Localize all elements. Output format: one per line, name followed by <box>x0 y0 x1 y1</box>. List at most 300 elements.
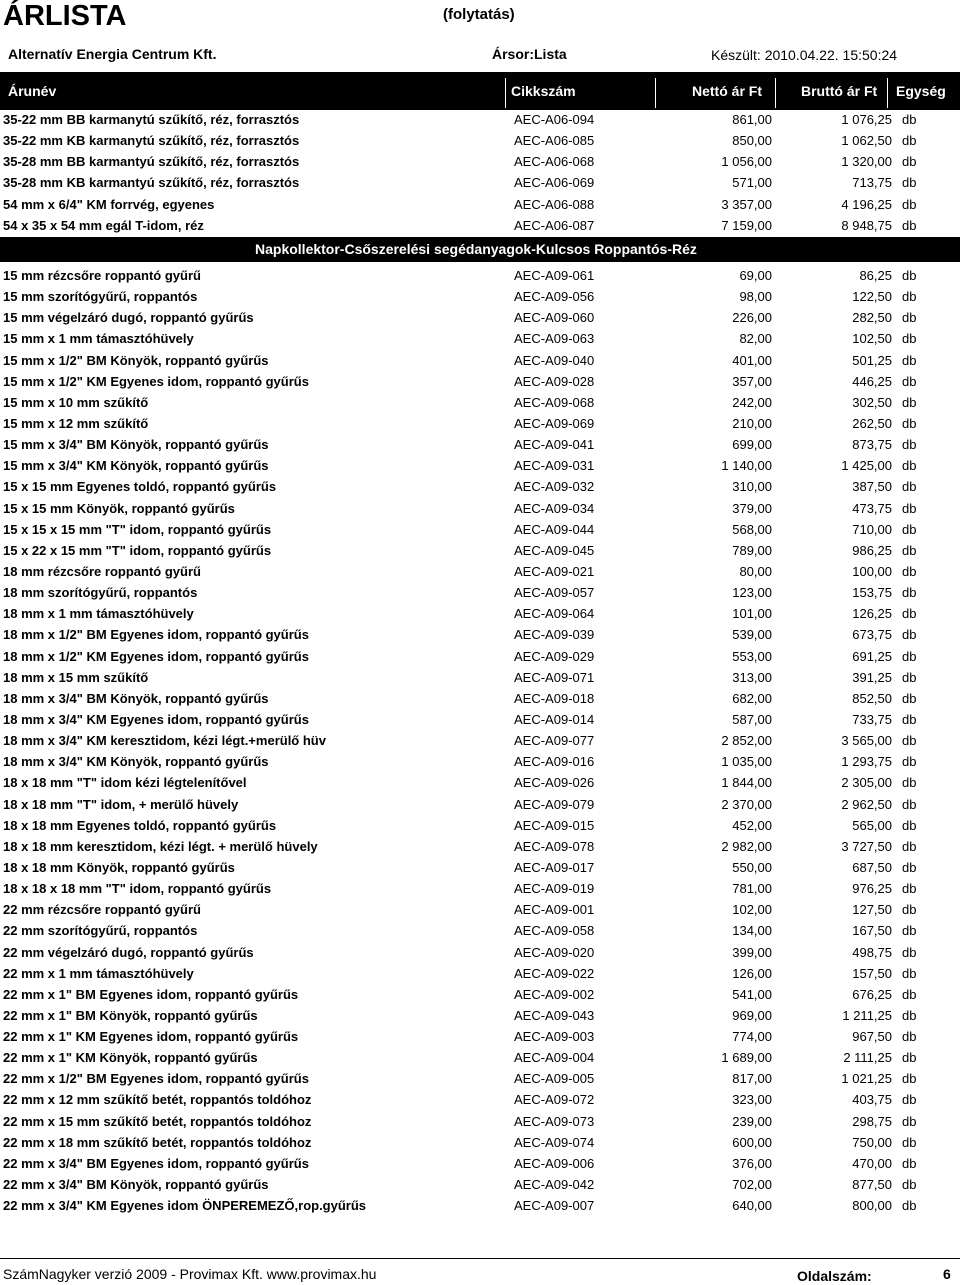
unit: db <box>902 923 917 939</box>
item-name: 18 mm x 3/4" KM Könyök, roppantó gyűrűs <box>3 754 269 770</box>
net-price: 310,00 <box>732 479 772 495</box>
table-row <box>0 476 960 497</box>
table-row <box>0 1111 960 1132</box>
item-code: AEC-A09-018 <box>514 690 595 706</box>
item-code: AEC-A09-079 <box>514 796 595 812</box>
price-table-top <box>0 109 960 236</box>
table-row <box>0 1005 960 1026</box>
gross-price: 1 021,25 <box>841 1071 892 1087</box>
gross-price: 676,25 <box>852 986 892 1002</box>
net-price: 80,00 <box>739 563 772 579</box>
net-price: 210,00 <box>732 415 772 431</box>
item-name: 15 mm rézcsőre roppantó gyűrű <box>3 268 201 283</box>
company-name: Alternatív Energia Centrum Kft. <box>8 46 217 62</box>
gross-price: 8 948,75 <box>841 217 892 233</box>
item-code: AEC-A09-058 <box>514 923 595 939</box>
gross-price: 1 320,00 <box>841 154 892 170</box>
item-code: AEC-A09-007 <box>514 1198 595 1214</box>
gross-price: 498,75 <box>852 944 892 960</box>
unit: db <box>902 944 917 960</box>
table-row <box>0 455 960 476</box>
created-timestamp: Készült: 2010.04.22. 15:50:24 <box>711 47 898 63</box>
item-code: AEC-A09-022 <box>514 965 595 981</box>
item-code: AEC-A09-034 <box>514 500 595 516</box>
net-price: 539,00 <box>732 627 772 643</box>
net-price: 98,00 <box>739 289 772 305</box>
item-name: 22 mm végelzáró dugó, roppantó gyűrűs <box>3 944 254 960</box>
item-code: AEC-A09-078 <box>514 838 595 854</box>
gross-price: 565,00 <box>852 817 892 833</box>
unit: db <box>902 1071 917 1087</box>
item-code: AEC-A09-005 <box>514 1071 595 1087</box>
item-code: AEC-A09-019 <box>514 881 595 897</box>
column-header-unit: Egység <box>896 83 946 99</box>
item-name: 22 mm x 3/4" BM Könyök, roppantó gyűrűs <box>3 1177 269 1193</box>
item-name: 18 x 18 mm Könyök, roppantó gyűrűs <box>3 859 235 875</box>
item-name: 22 mm x 3/4" KM Egyenes idom ÖNPEREMEZŐ,rop.gyűrűs <box>3 1198 367 1214</box>
net-price: 7 159,00 <box>721 217 772 233</box>
unit: db <box>902 1029 917 1045</box>
item-code: AEC-A09-028 <box>514 373 595 389</box>
item-code: AEC-A06-069 <box>514 175 595 191</box>
unit: db <box>902 112 917 127</box>
net-price: 702,00 <box>732 1177 772 1193</box>
item-code: AEC-A09-026 <box>514 775 595 791</box>
gross-price: 157,50 <box>852 965 892 981</box>
item-name: 22 mm x 15 mm szűkítő betét, roppantós toldóhoz <box>3 1113 312 1129</box>
item-name: 22 mm x 1" BM Egyenes idom, roppantó gyűrűs <box>3 986 299 1002</box>
gross-price: 2 962,50 <box>841 796 892 812</box>
table-row <box>0 286 960 307</box>
table-row <box>0 109 960 130</box>
unit: db <box>902 1134 917 1150</box>
gross-price: 2 111,25 <box>843 1050 892 1066</box>
unit: db <box>902 1198 917 1214</box>
gross-price: 976,25 <box>852 881 892 897</box>
net-price: 379,00 <box>732 500 772 516</box>
item-code: AEC-A06-085 <box>514 133 595 149</box>
net-price: 239,00 <box>732 1113 772 1129</box>
item-name: 15 mm x 10 mm szűkítő <box>3 394 149 410</box>
net-price: 817,00 <box>732 1071 772 1087</box>
table-row <box>0 794 960 815</box>
gross-price: 967,50 <box>852 1029 892 1045</box>
table-row <box>0 878 960 899</box>
item-name: 22 mm x 1" KM Egyenes idom, roppantó gyűrűs <box>3 1029 299 1045</box>
table-row <box>0 350 960 371</box>
footer-credit: SzámNagyker verzió 2009 - Provimax Kft. www.provimax.hu <box>3 1266 377 1282</box>
item-name: 18 mm x 1/2" BM Egyenes idom, roppantó gyűrűs <box>3 627 309 643</box>
unit: db <box>902 268 917 283</box>
table-header <box>0 72 960 110</box>
price-table <box>0 265 960 1216</box>
page-number-label: Oldalszám: <box>797 1268 872 1284</box>
section-title: Napkollektor-Csőszerelési segédanyagok-Kulcsos Roppantós-Réz <box>255 241 697 257</box>
unit: db <box>902 627 917 643</box>
unit: db <box>902 902 917 918</box>
column-header-code: Cikkszám <box>511 83 576 99</box>
item-name: 15 mm x 3/4" BM Könyök, roppantó gyűrűs <box>3 437 269 453</box>
item-code: AEC-A09-043 <box>514 1007 595 1023</box>
gross-price: 3 727,50 <box>841 838 892 854</box>
item-name: 15 mm x 3/4" KM Könyök, roppantó gyűrűs <box>3 458 269 474</box>
gross-price: 1 076,25 <box>841 112 892 127</box>
unit: db <box>902 965 917 981</box>
unit: db <box>902 394 917 410</box>
item-name: 15 mm x 1 mm támasztóhüvely <box>3 331 194 347</box>
item-code: AEC-A09-077 <box>514 733 595 749</box>
item-name: 15 mm x 1/2" KM Egyenes idom, roppantó gyűrűs <box>3 373 309 389</box>
gross-price: 2 305,00 <box>841 775 892 791</box>
item-name: 22 mm x 1" BM Könyök, roppantó gyűrűs <box>3 1007 258 1023</box>
table-row <box>0 688 960 709</box>
gross-price: 86,25 <box>859 268 892 283</box>
net-price: 452,00 <box>732 817 772 833</box>
gross-price: 153,75 <box>852 585 892 601</box>
net-price: 1 844,00 <box>721 775 772 791</box>
gross-price: 4 196,25 <box>841 196 892 212</box>
column-header-net: Nettó ár Ft <box>692 83 762 99</box>
gross-price: 391,25 <box>852 669 892 685</box>
gross-price: 733,75 <box>852 711 892 727</box>
net-price: 226,00 <box>732 310 772 326</box>
table-row <box>0 1026 960 1047</box>
item-code: AEC-A09-069 <box>514 415 595 431</box>
item-code: AEC-A09-068 <box>514 394 595 410</box>
unit: db <box>902 217 917 233</box>
net-price: 553,00 <box>732 648 772 664</box>
gross-price: 710,00 <box>852 521 892 537</box>
unit: db <box>902 154 917 170</box>
item-name: 22 mm x 1/2" BM Egyenes idom, roppantó gyűrűs <box>3 1071 309 1087</box>
item-code: AEC-A09-039 <box>514 627 595 643</box>
net-price: 242,00 <box>732 394 772 410</box>
item-code: AEC-A09-072 <box>514 1092 595 1108</box>
item-name: 35-22 mm BB karmanytú szűkítő, réz, forrasztós <box>3 112 300 127</box>
table-row <box>0 498 960 519</box>
column-header-gross: Bruttó ár Ft <box>801 83 878 99</box>
gross-price: 501,25 <box>852 352 892 368</box>
unit: db <box>902 500 917 516</box>
gross-price: 403,75 <box>852 1092 892 1108</box>
unit: db <box>902 881 917 897</box>
net-price: 401,00 <box>732 352 772 368</box>
footer-divider <box>0 1258 960 1259</box>
table-row <box>0 561 960 582</box>
gross-price: 446,25 <box>852 373 892 389</box>
gross-price: 302,50 <box>852 394 892 410</box>
gross-price: 3 565,00 <box>841 733 892 749</box>
table-row <box>0 1153 960 1174</box>
unit: db <box>902 859 917 875</box>
net-price: 69,00 <box>739 268 772 283</box>
unit: db <box>902 1155 917 1171</box>
section-header <box>0 237 960 262</box>
item-name: 15 mm x 1/2" BM Könyök, roppantó gyűrűs <box>3 352 269 368</box>
item-code: AEC-A09-064 <box>514 606 595 622</box>
item-code: AEC-A09-031 <box>514 458 595 474</box>
table-row <box>0 582 960 603</box>
net-price: 134,00 <box>732 923 772 939</box>
table-row <box>0 920 960 941</box>
item-code: AEC-A09-044 <box>514 521 595 537</box>
item-name: 35-28 mm BB karmantyú szűkítő, réz, forrasztós <box>3 154 300 170</box>
gross-price: 1 425,00 <box>841 458 892 474</box>
table-row <box>0 667 960 688</box>
table-row <box>0 392 960 413</box>
gross-price: 122,50 <box>852 289 892 305</box>
unit: db <box>902 437 917 453</box>
item-name: 15 mm végelzáró dugó, roppantó gyűrűs <box>3 310 254 326</box>
item-code: AEC-A09-006 <box>514 1155 595 1171</box>
table-row <box>0 1195 960 1216</box>
unit: db <box>902 310 917 326</box>
item-name: 18 mm szorítógyűrű, roppantós <box>3 585 198 601</box>
item-code: AEC-A09-004 <box>514 1050 595 1066</box>
item-code: AEC-A09-056 <box>514 289 595 305</box>
item-code: AEC-A09-060 <box>514 310 595 326</box>
item-name: 18 x 18 mm "T" idom, + merülő hüvely <box>3 796 239 812</box>
table-row <box>0 730 960 751</box>
item-name: 18 mm x 1 mm támasztóhüvely <box>3 606 194 622</box>
item-name: 15 mm szorítógyűrű, roppantós <box>3 289 198 305</box>
table-row <box>0 328 960 349</box>
gross-price: 1 211,25 <box>842 1007 892 1023</box>
table-row <box>0 371 960 392</box>
unit: db <box>902 817 917 833</box>
item-code: AEC-A09-032 <box>514 479 595 495</box>
item-name: 22 mm x 12 mm szűkítő betét, roppantós toldóhoz <box>3 1092 312 1108</box>
gross-price: 262,50 <box>852 415 892 431</box>
item-name: 22 mm x 18 mm szűkítő betét, roppantós toldóhoz <box>3 1134 312 1150</box>
unit: db <box>902 133 917 149</box>
table-row <box>0 1089 960 1110</box>
table-row <box>0 963 960 984</box>
item-code: AEC-A09-040 <box>514 352 595 368</box>
net-price: 600,00 <box>732 1134 772 1150</box>
table-row <box>0 265 960 286</box>
table-row <box>0 751 960 772</box>
unit: db <box>902 415 917 431</box>
table-row <box>0 413 960 434</box>
item-name: 15 x 22 x 15 mm "T" idom, roppantó gyűrűs <box>3 542 272 558</box>
net-price: 1 056,00 <box>721 154 772 170</box>
item-name: 54 x 35 x 54 mm egál T-idom, réz <box>3 217 204 233</box>
gross-price: 387,50 <box>852 479 892 495</box>
item-name: 22 mm x 1 mm támasztóhüvely <box>3 965 194 981</box>
price-list-name: Ársor:Lista <box>492 46 567 62</box>
item-name: 18 mm rézcsőre roppantó gyűrű <box>3 563 201 579</box>
table-row <box>0 603 960 624</box>
table-row <box>0 709 960 730</box>
item-name: 35-28 mm KB karmantyú szűkítő, réz, forrasztós <box>3 175 300 191</box>
net-price: 323,00 <box>732 1092 772 1108</box>
gross-price: 750,00 <box>852 1134 892 1150</box>
unit: db <box>902 606 917 622</box>
unit: db <box>902 690 917 706</box>
net-price: 969,00 <box>732 1007 772 1023</box>
unit: db <box>902 373 917 389</box>
table-row <box>0 1132 960 1153</box>
page-number: 6 <box>943 1266 951 1282</box>
table-row <box>0 857 960 878</box>
net-price: 357,00 <box>732 373 772 389</box>
item-code: AEC-A09-015 <box>514 817 595 833</box>
item-name: 18 mm x 3/4" BM Könyök, roppantó gyűrűs <box>3 690 269 706</box>
item-code: AEC-A09-002 <box>514 986 595 1002</box>
table-row <box>0 942 960 963</box>
column-header-name: Árunév <box>8 83 57 99</box>
gross-price: 800,00 <box>852 1198 892 1214</box>
table-row <box>0 1047 960 1068</box>
net-price: 2 370,00 <box>721 796 772 812</box>
gross-price: 713,75 <box>852 175 892 191</box>
item-code: AEC-A09-063 <box>514 331 595 347</box>
item-name: 54 mm x 6/4" KM forrvég, egyenes <box>3 196 215 212</box>
item-code: AEC-A09-021 <box>514 563 595 579</box>
unit: db <box>902 585 917 601</box>
item-code: AEC-A09-045 <box>514 542 595 558</box>
item-code: AEC-A09-017 <box>514 859 595 875</box>
table-row <box>0 624 960 645</box>
unit: db <box>902 331 917 347</box>
unit: db <box>902 796 917 812</box>
gross-price: 126,25 <box>852 606 892 622</box>
item-name: 18 x 18 mm Egyenes toldó, roppantó gyűrűs <box>3 817 277 833</box>
table-row <box>0 540 960 561</box>
net-price: 2 982,00 <box>721 838 772 854</box>
net-price: 399,00 <box>732 944 772 960</box>
item-name: 15 x 15 mm Könyök, roppantó gyűrűs <box>3 500 235 516</box>
item-code: AEC-A09-071 <box>514 669 595 685</box>
item-code: AEC-A09-014 <box>514 711 595 727</box>
item-code: AEC-A09-001 <box>514 902 595 918</box>
item-name: 15 x 15 x 15 mm "T" idom, roppantó gyűrűs <box>3 521 272 537</box>
unit: db <box>902 175 917 191</box>
unit: db <box>902 479 917 495</box>
item-code: AEC-A06-088 <box>514 196 595 212</box>
unit: db <box>902 775 917 791</box>
item-code: AEC-A09-016 <box>514 754 595 770</box>
net-price: 3 357,00 <box>721 196 772 212</box>
unit: db <box>902 521 917 537</box>
net-price: 568,00 <box>732 521 772 537</box>
page-title: ÁRLISTA <box>3 0 127 32</box>
item-name: 18 mm x 1/2" KM Egyenes idom, roppantó gyűrűs <box>3 648 309 664</box>
table-row <box>0 519 960 540</box>
gross-price: 877,50 <box>852 1177 892 1193</box>
gross-price: 1 293,75 <box>841 754 892 770</box>
item-name: 15 x 15 mm Egyenes toldó, roppantó gyűrűs <box>3 479 277 495</box>
table-row <box>0 1068 960 1089</box>
net-price: 781,00 <box>732 881 772 897</box>
unit: db <box>902 733 917 749</box>
unit: db <box>902 196 917 212</box>
item-code: AEC-A06-087 <box>514 217 595 233</box>
gross-price: 986,25 <box>852 542 892 558</box>
item-name: 22 mm rézcsőre roppantó gyűrű <box>3 902 201 918</box>
table-row <box>0 172 960 193</box>
item-code: AEC-A09-029 <box>514 648 595 664</box>
net-price: 2 852,00 <box>721 733 772 749</box>
table-row <box>0 836 960 857</box>
net-price: 126,00 <box>732 965 772 981</box>
item-code: AEC-A09-003 <box>514 1029 595 1045</box>
gross-price: 102,50 <box>852 331 892 347</box>
gross-price: 873,75 <box>852 437 892 453</box>
item-code: AEC-A09-041 <box>514 437 595 453</box>
gross-price: 691,25 <box>852 648 892 664</box>
net-price: 541,00 <box>732 986 772 1002</box>
table-row <box>0 899 960 920</box>
item-name: 18 mm x 15 mm szűkítő <box>3 669 149 685</box>
net-price: 774,00 <box>732 1029 772 1045</box>
net-price: 376,00 <box>732 1155 772 1171</box>
net-price: 1 035,00 <box>721 754 772 770</box>
table-row <box>0 215 960 236</box>
unit: db <box>902 1177 917 1193</box>
item-code: AEC-A09-020 <box>514 944 595 960</box>
table-row <box>0 646 960 667</box>
unit: db <box>902 669 917 685</box>
table-row <box>0 194 960 215</box>
net-price: 640,00 <box>732 1198 772 1214</box>
item-name: 22 mm x 3/4" BM Egyenes idom, roppantó gyűrűs <box>3 1155 309 1171</box>
table-row <box>0 130 960 151</box>
net-price: 101,00 <box>732 606 772 622</box>
gross-price: 673,75 <box>852 627 892 643</box>
item-code: AEC-A09-073 <box>514 1113 595 1129</box>
net-price: 102,00 <box>732 902 772 918</box>
unit: db <box>902 1092 917 1108</box>
item-name: 18 x 18 mm "T" idom kézi légtelenítővel <box>3 775 247 791</box>
item-code: AEC-A06-094 <box>514 112 595 127</box>
unit: db <box>902 648 917 664</box>
item-name: 18 x 18 mm keresztidom, kézi légt. + merülő hüvely <box>3 838 318 854</box>
unit: db <box>902 542 917 558</box>
unit: db <box>902 986 917 1002</box>
table-row <box>0 815 960 836</box>
table-row <box>0 772 960 793</box>
net-price: 587,00 <box>732 711 772 727</box>
item-code: AEC-A09-057 <box>514 585 595 601</box>
net-price: 1 140,00 <box>721 458 772 474</box>
net-price: 313,00 <box>732 669 772 685</box>
net-price: 82,00 <box>739 331 772 347</box>
unit: db <box>902 458 917 474</box>
item-name: 35-22 mm KB karmanytú szűkítő, réz, forrasztós <box>3 133 300 149</box>
net-price: 699,00 <box>732 437 772 453</box>
gross-price: 167,50 <box>852 923 892 939</box>
item-code: AEC-A09-074 <box>514 1134 595 1150</box>
item-name: 18 x 18 x 18 mm "T" idom, roppantó gyűrűs <box>3 881 272 897</box>
item-name: 22 mm x 1" KM Könyök, roppantó gyűrűs <box>3 1050 258 1066</box>
unit: db <box>902 711 917 727</box>
gross-price: 470,00 <box>852 1155 892 1171</box>
net-price: 789,00 <box>732 542 772 558</box>
unit: db <box>902 1007 917 1023</box>
gross-price: 473,75 <box>852 500 892 516</box>
item-name: 15 mm x 12 mm szűkítő <box>3 415 149 431</box>
gross-price: 100,00 <box>852 563 892 579</box>
gross-price: 298,75 <box>852 1113 892 1129</box>
table-row <box>0 984 960 1005</box>
net-price: 1 689,00 <box>721 1050 772 1066</box>
gross-price: 852,50 <box>852 690 892 706</box>
net-price: 550,00 <box>732 859 772 875</box>
page-subtitle: (folytatás) <box>443 6 515 23</box>
net-price: 850,00 <box>732 133 772 149</box>
